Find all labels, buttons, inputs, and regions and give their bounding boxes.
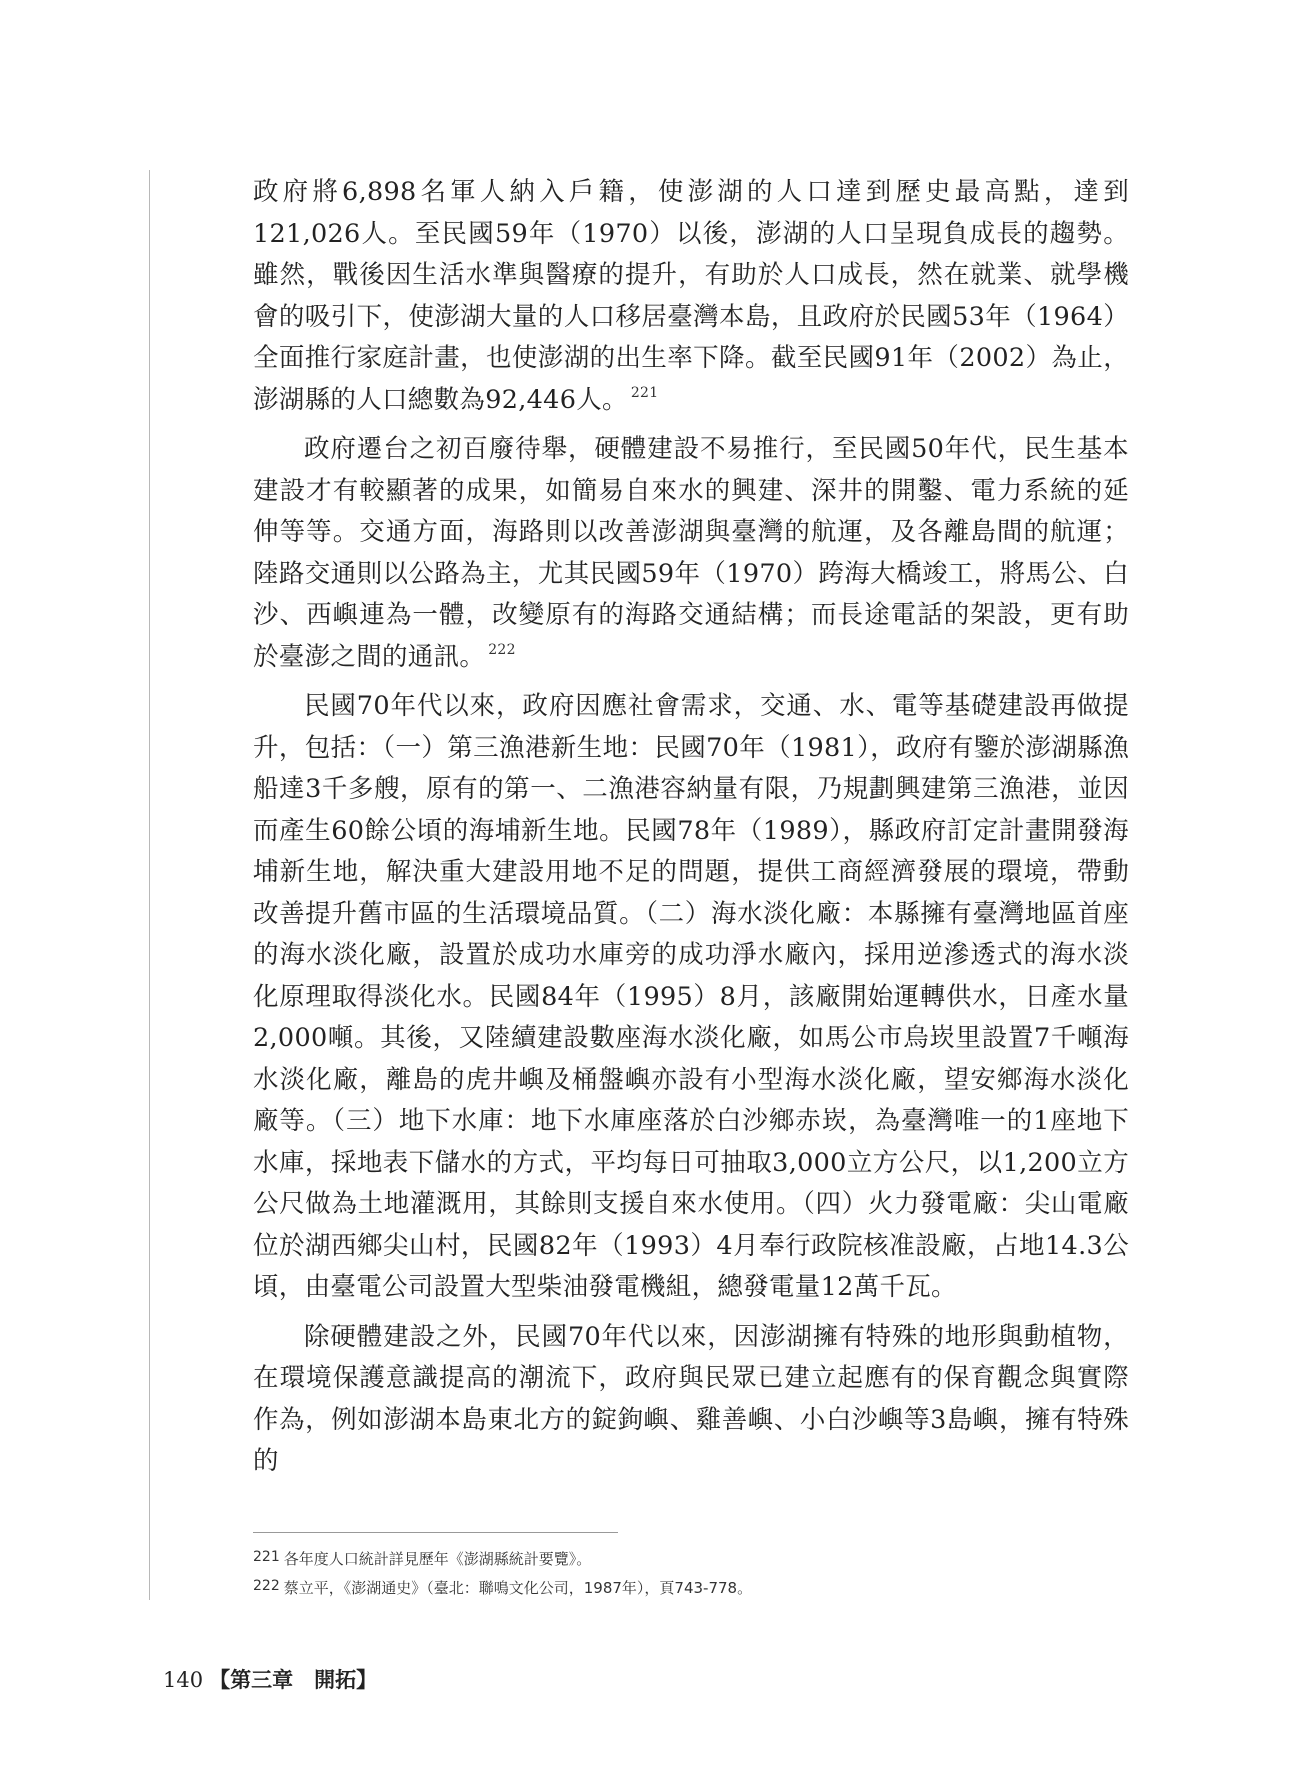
chapter-title: 【第三章 開拓】 (209, 1667, 378, 1692)
paragraph-4-text: 除硬體建設之外，民國70年代以來，因澎湖擁有特殊的地形與動植物，在環境保護意識提高的潮流下，政府與民眾已建立起應有的保育觀念與實際作為，例如澎湖本島東北方的錠鉤嶼、雞善嶼、小白沙嶼等3島嶼，擁有特殊的 (253, 1321, 1129, 1476)
paragraph-2 (253, 429, 1129, 678)
page-number: 140 (163, 1668, 204, 1692)
paragraph-3 (253, 686, 1129, 1309)
body-text (253, 172, 1129, 1491)
page-footer (163, 1664, 377, 1694)
paragraph-1-text: 政府將6,898名軍人納入戶籍，使澎湖的人口達到歷史最高點，達到121,026人。至民國59年（1970）以後，澎湖的人口呈現負成長的趨勢。雖然，戰後因生活水準與醫療的提升，有助於人口成長，然在就業、就學機會的吸引下，使澎湖大量的人口移居臺灣本島，且政府於民國53年（1964）全面推行家庭計畫，也使澎湖的出生率下降。截至民國91年（2002）為止，澎湖縣的人口總數為92,446人。 (253, 177, 1129, 415)
footnote-222 (253, 1574, 1113, 1600)
footnote-separator (253, 1532, 618, 1533)
footnotes (253, 1545, 1113, 1603)
paragraph-2-text: 政府遷台之初百廢待舉，硬體建設不易推行，至民國50年代，民生基本建設才有較顯著的成果，如簡易自來水的興建、深井的開鑿、電力系統的延伸等等。交通方面，海路則以改善澎湖與臺灣的航運，及各離島間的航運；陸路交通則以公路為主，尤其民國59年（1970）跨海大橋竣工，將馬公、白沙、西嶼連為一體，改變原有的海路交通結構；而長途電話的架設，更有助於臺澎之間的通訊。 (253, 434, 1129, 672)
footnote-ref-222: 222 (488, 641, 516, 658)
footnote-text: 各年度人口統計詳見歷年《澎湖縣統計要覽》。 (283, 1550, 592, 1568)
paragraph-3-text: 民國70年代以來，政府因應社會需求，交通、水、電等基礎建設再做提升，包括：（一）第三漁港新生地：民國70年（1981），政府有鑒於澎湖縣漁船達3千多艘，原有的第一、二漁港容納量有限，乃規劃興建第三漁港，並因而產生60餘公頃的海埔新生地。民國78年（1989），縣政府訂定計畫開發海埔新生地，解決重大建設用地不足的問題，提供工商經濟發展的環境，帶動改善提升舊市區的生活環境品質。（二）海水淡化廠：本縣擁有臺灣地區首座的海水淡化廠，設置於成功水庫旁的成功淨水廠內，採用逆滲透式的海水淡化原理取得淡化水。民國84年（1995）8月，該廠開始運轉供水，日產水量2,000噸。其後，又陸續建設數座海水淡化廠，如馬公市烏崁里設置7千噸海水淡化廠，離島的虎井嶼及桶盤嶼亦設有小型海水淡化廠，望安鄉海水淡化廠等。（三）地下水庫：地下水庫座落於白沙鄉赤崁，為臺灣唯一的1座地下水庫，採地表下儲水的方式，平均每日可抽取3,000立方公尺，以1,200立方公尺做為土地灌溉用，其餘則支援自來水使用。（四）火力發電廠：尖山電廠位於湖西鄉尖山村，民國82年（1993）4月奉行政院核准設廠，占地14.3公頃，由臺電公司設置大型柴油發電機組，總發電量12萬千瓦。 (253, 691, 1129, 1302)
footnote-text: 蔡立平，《澎湖通史》（臺北：聯鳴文化公司，1987年），頁743-778。 (283, 1579, 753, 1597)
margin-rule (149, 170, 150, 1600)
footnote-221 (253, 1545, 1113, 1571)
footnote-number: 221 (253, 1549, 280, 1565)
paragraph-4 (253, 1317, 1129, 1483)
footnote-number: 222 (253, 1578, 280, 1594)
footnote-ref-221: 221 (630, 384, 659, 401)
paragraph-1 (253, 172, 1129, 421)
